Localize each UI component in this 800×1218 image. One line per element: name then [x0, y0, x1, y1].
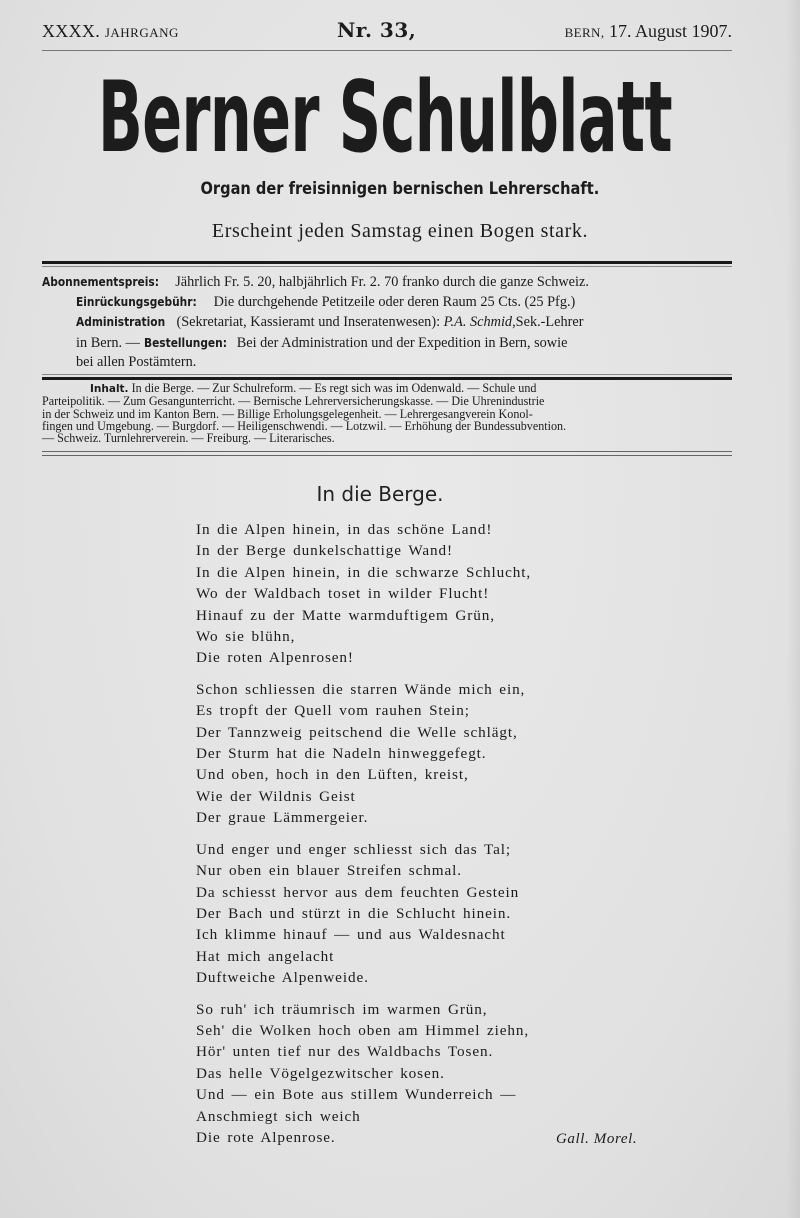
stanza-2 [196, 679, 666, 829]
masthead [30, 61, 740, 175]
poem-line: So ruh' ich träumrisch im warmen Grün, [196, 1000, 488, 1018]
poem-line: Ich klimme hinauf — und aus Waldesnacht [196, 926, 506, 944]
issue-number: Nr. 33, [337, 18, 417, 42]
poem-line: Da schiesst hervor aus dem feuchten Gestein [196, 883, 520, 901]
poem-line: In der Berge dunkelschattige Wand! [196, 542, 453, 560]
poem-line: In die Alpen hinein, in das schöne Land! [196, 521, 493, 538]
place-date [565, 21, 732, 42]
poem-line: In die Alpen hinein, in die schwarze Schlucht, [196, 563, 532, 581]
info-top-rule [42, 261, 732, 264]
administration-row: Administration (Sekretariat, Kassieramt und Inseratenwesen): P.A. Schmid,Sek.-Lehrer [76, 314, 584, 331]
poem-line: Anschmiegt sich weich [196, 1107, 361, 1125]
poem-line: Und — ein Bote aus stillem Wunderreich — [196, 1086, 517, 1104]
contents-line: — Schweiz. Turnlehrerverein. — Freiburg. — Literarisches. [42, 431, 335, 446]
header-rule [42, 50, 732, 51]
poem-line: Der graue Lämmergeier. [196, 809, 369, 827]
place: BERN, [564, 25, 605, 40]
date: 17. August 1907. [608, 21, 732, 41]
contents-top-rule [42, 374, 732, 375]
poem-line: Der Bach und stürzt in die Schlucht hinein. [196, 904, 512, 922]
poem-line: Seh' die Wolken hoch oben am Himmel ziehn, [196, 1021, 530, 1039]
orders-row: in Bern. — Bestellungen: Bei der Administration und der Expedition in Bern, sowie [76, 334, 568, 351]
poem-line: Duftweiche Alpenweide. [196, 969, 369, 987]
poem-line: Hat mich angelacht [196, 947, 335, 965]
poem-title: In die Berge. [316, 482, 444, 506]
stanza-1 [196, 519, 666, 669]
contents-line: Inhalt. In die Berge. — Zur Schulreform. — Es regt sich was im Odenwald. — Schule und [90, 381, 537, 395]
subscription-row: Abonnementspreis: Jährlich Fr. 5. 20, halbjährlich Fr. 2. 70 franko durch die ganze Schweiz. [42, 274, 589, 290]
poem-author: Gall. Morel. [556, 1131, 638, 1147]
poem-line: Wo der Waldbach toset in wilder Flucht! [196, 585, 490, 603]
issue-header [42, 18, 732, 44]
stanza-4 [196, 999, 666, 1149]
poem-body [196, 519, 666, 1158]
masthead-tagline: Erscheint jeden Samstag einen Bogen stark. [211, 220, 589, 242]
insertion-row: Einrückungsgebühr: Die durchgehende Petitzeile oder deren Raum 25 Cts. (25 Pfg.) [76, 294, 576, 311]
orders-row-2: bei allen Postämtern. [76, 353, 197, 370]
poem-line: Und enger und enger schliesst sich das Tal; [196, 840, 511, 858]
volume: XXXX. JAHRGANG [42, 21, 179, 41]
contents-line: fingen und Umgebung. — Burgdorf. — Heiligenschwendi. — Lotzwil. — Erhöhung der Bundessubvention. [42, 418, 567, 433]
volume-label: JAHRGANG [104, 25, 179, 40]
poem-line: Wo sie blühn, [196, 628, 296, 646]
contents-bottom-rule [42, 451, 732, 452]
poem-line: Der Tannzweig peitschend die Welle schlägt, [196, 723, 518, 741]
table-of-contents [42, 382, 732, 444]
poem-line: Das helle Vögelgezwitscher kosen. [196, 1064, 445, 1082]
contents-line: Parteipolitik. — Zum Gesangunterricht. — Bernische Lehrerversicherungskasse. — Die Uhrenindustrie [42, 394, 545, 409]
contents-bottom-rule-2 [42, 455, 732, 456]
poem-line: Hinauf zu der Matte warmduftigem Grün, [196, 606, 495, 624]
stanza-3 [196, 839, 666, 989]
contents-top-rule-2 [42, 377, 732, 380]
poem-line: Nur oben ein blauer Streifen schmal. [196, 862, 462, 880]
poem-line: Wie der Wildnis Geist [196, 787, 356, 805]
subscription-info [42, 272, 734, 372]
contents-line: in der Schweiz und im Kanton Bern. — Billige Erholungsgelegenheit. — Lehrergesangverein Konol- [42, 406, 533, 421]
masthead-subtitle: Organ der freisinnigen bernischen Lehrerschaft. [200, 179, 600, 199]
poem-line: Schon schliessen die starren Wände mich ein, [196, 680, 526, 698]
poem-line: Der Sturm hat die Nadeln hinweggefegt. [196, 745, 487, 763]
poem-line: Hör' unten tief nur des Waldbachs Tosen. [196, 1043, 494, 1061]
poem-line: Und oben, hoch in den Lüften, kreist, [196, 766, 469, 784]
poem-line: Es tropft der Quell vom rauhen Stein; [196, 702, 470, 720]
poem-line: Die rote Alpenrose. [196, 1128, 336, 1146]
info-top-rule-2 [42, 266, 732, 267]
masthead-title: Berner Schulblatt [98, 61, 672, 175]
poem-line: Die roten Alpenrosen! [196, 649, 354, 667]
